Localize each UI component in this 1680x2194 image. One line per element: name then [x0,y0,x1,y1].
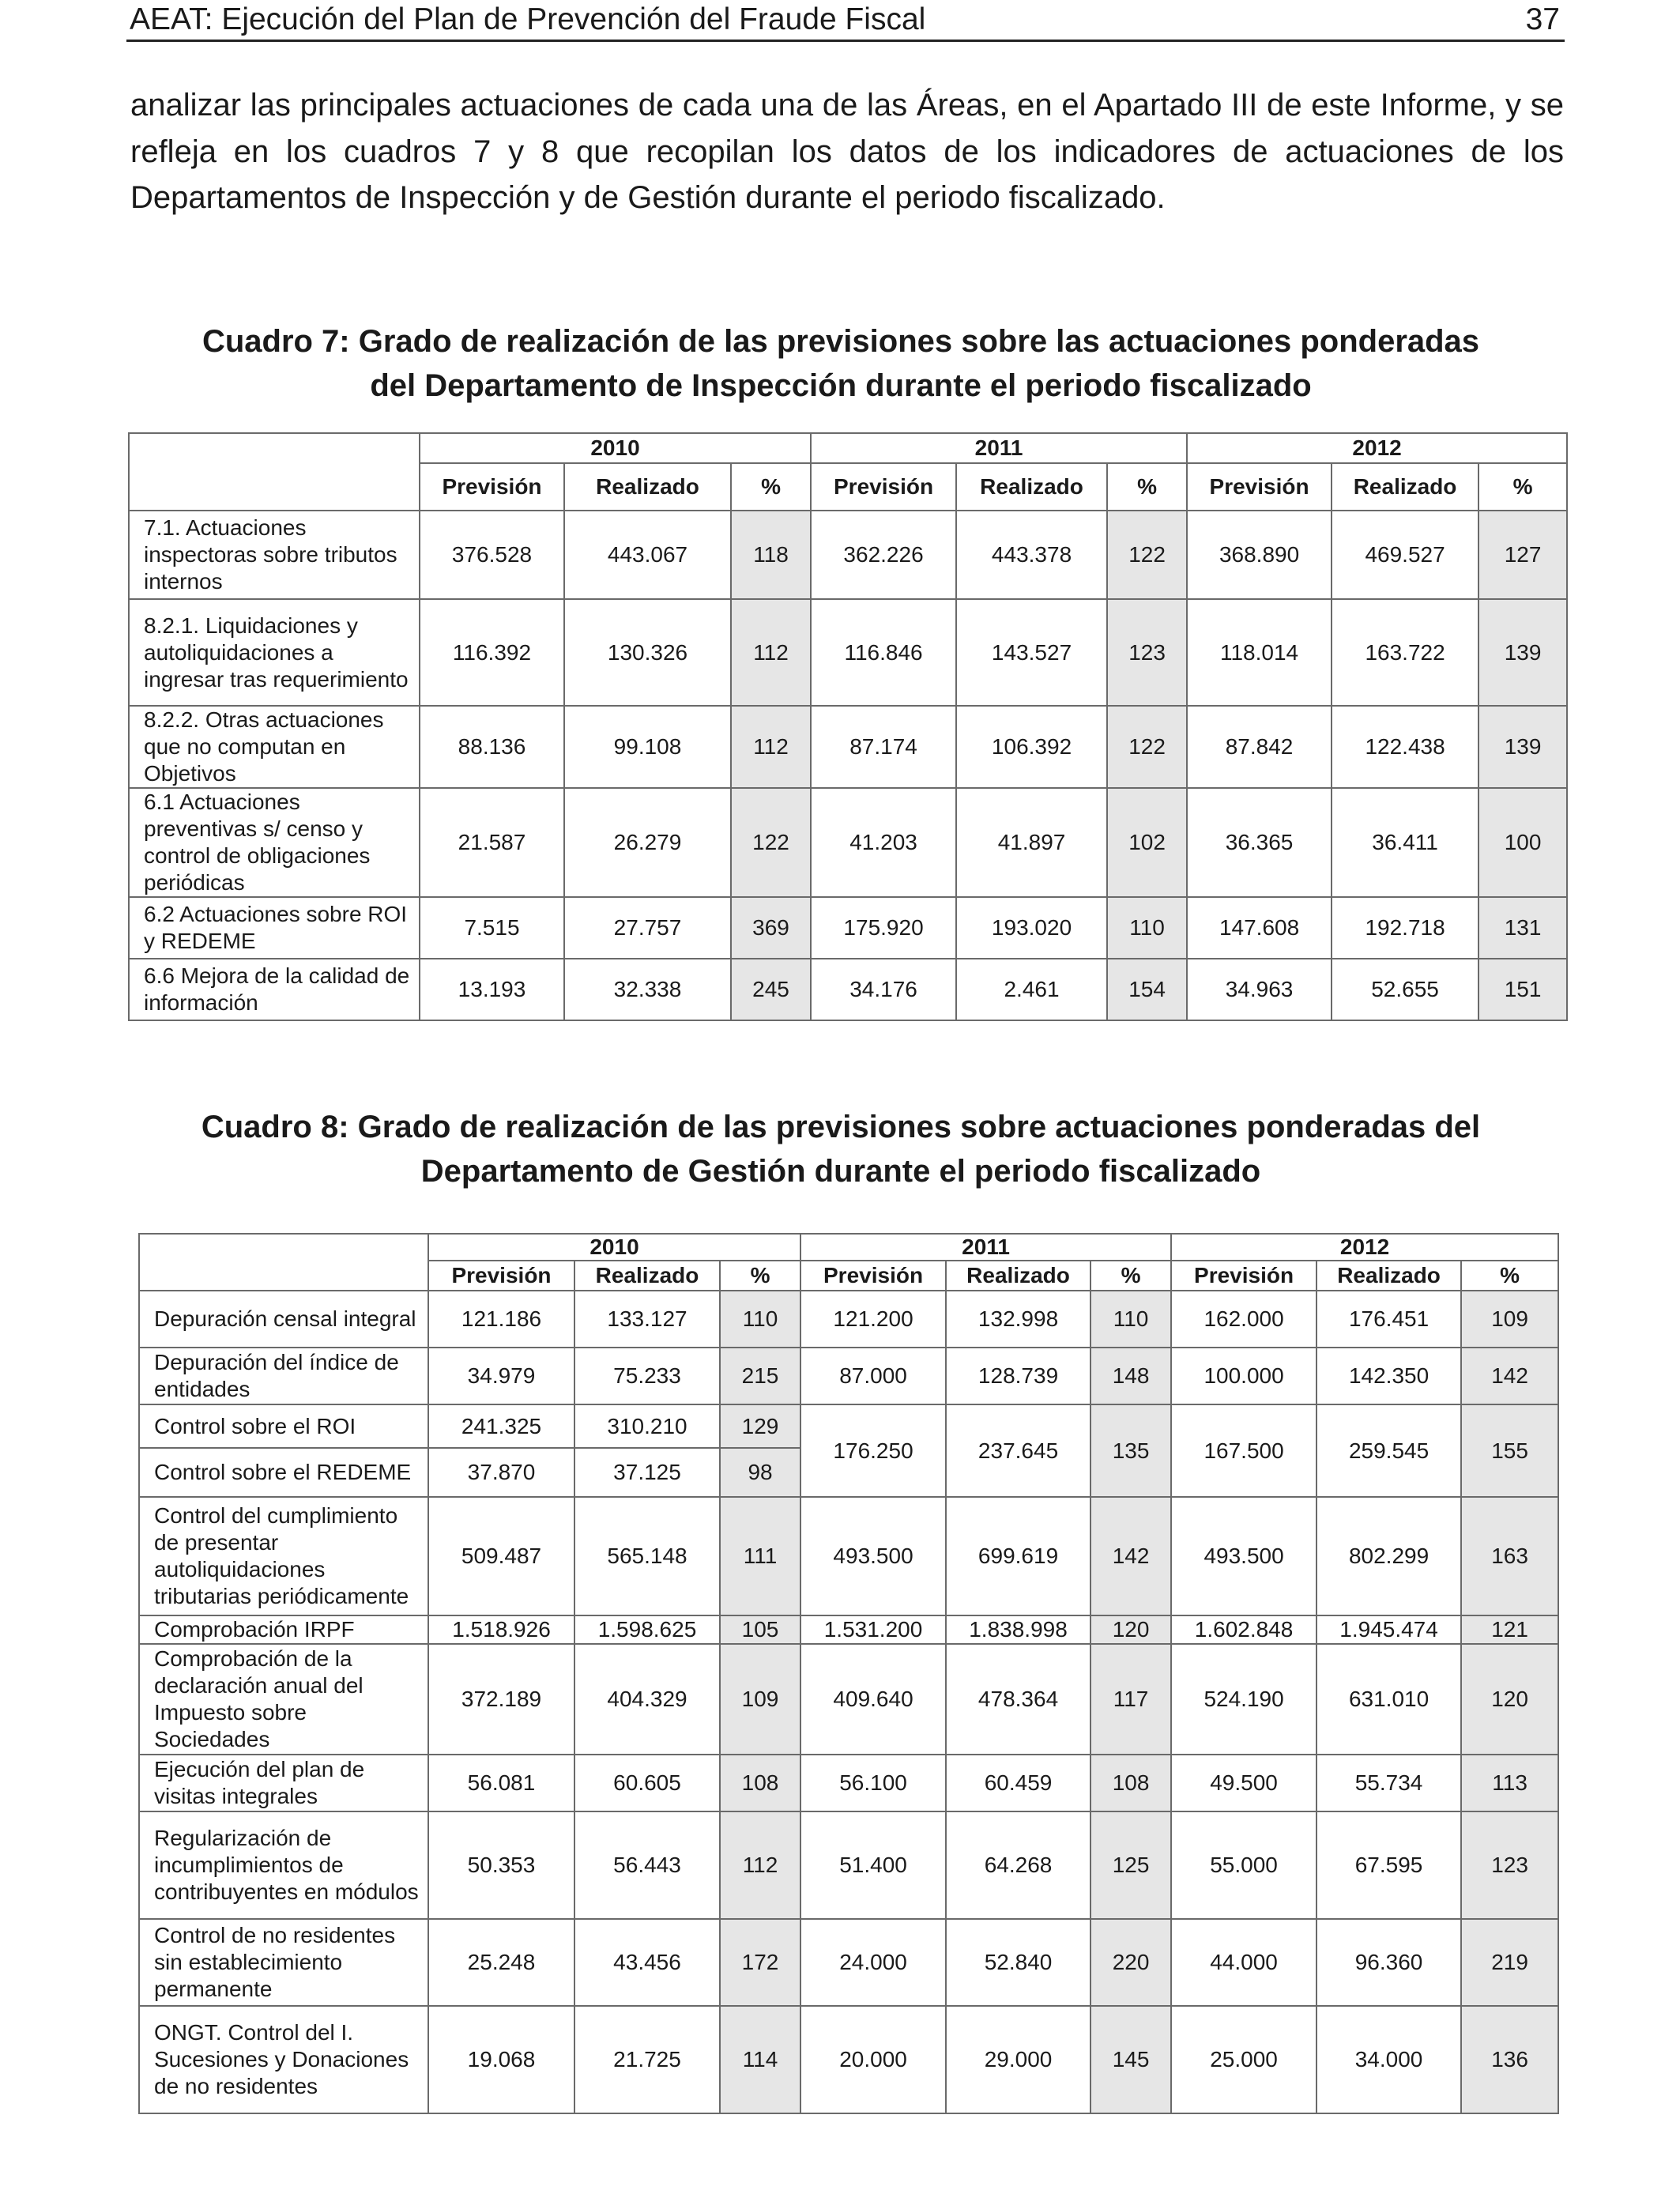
value-cell: 116.392 [420,599,564,706]
value-cell: 143.527 [956,599,1107,706]
cuadro8-table [138,1233,1559,2114]
percent-cell: 113 [1461,1755,1558,1811]
value-cell: 133.127 [574,1291,720,1348]
percent-cell: 148 [1090,1348,1171,1404]
row-label: 8.2.2. Otras actuaciones que no computan en Objetivos [129,706,420,788]
percent-cell: 98 [720,1448,800,1497]
value-cell: 19.068 [428,2006,574,2113]
value-cell: 56.100 [800,1755,946,1811]
table-row [139,2006,1558,2113]
value-cell: 1.602.848 [1171,1615,1317,1644]
cuadro8-caption [95,1105,1587,1193]
value-cell: 67.595 [1317,1811,1461,1919]
cuadro7-subheader: % [1478,463,1567,511]
table-row [139,1644,1558,1755]
value-cell: 55.734 [1317,1755,1461,1811]
value-cell: 34.963 [1187,959,1332,1020]
value-cell: 192.718 [1332,897,1478,959]
value-cell: 565.148 [574,1497,720,1615]
table-row [139,1291,1558,1348]
value-cell: 404.329 [574,1644,720,1755]
percent-cell: 118 [731,511,811,599]
table-row [129,959,1567,1020]
row-label: Control de no residentes sin establecimiento permanente [139,1919,428,2006]
percent-cell: 102 [1107,788,1187,897]
value-cell: 493.500 [1171,1497,1317,1615]
percent-cell: 131 [1478,897,1567,959]
percent-cell: 121 [1461,1615,1558,1644]
value-cell: 36.411 [1332,788,1478,897]
value-cell: 509.487 [428,1497,574,1615]
value-cell: 27.757 [564,897,731,959]
cuadro7-subheader: Realizado [1332,463,1478,511]
value-cell: 116.846 [811,599,956,706]
cuadro7-year-row [129,433,1567,463]
value-cell: 32.338 [564,959,731,1020]
percent-cell: 142 [1461,1348,1558,1404]
row-label: Comprobación IRPF [139,1615,428,1644]
value-cell: 99.108 [564,706,731,788]
running-header [126,0,1565,42]
table-row [129,897,1567,959]
value-cell: 368.890 [1187,511,1332,599]
value-cell: 87.000 [800,1348,946,1404]
table-row [139,1497,1558,1615]
value-cell: 372.189 [428,1644,574,1755]
percent-cell: 108 [720,1755,800,1811]
cuadro7-subheader: Realizado [564,463,731,511]
value-cell: 121.186 [428,1291,574,1348]
table-row [139,1348,1558,1404]
cuadro8-caption-line2: Departamento de Gestión durante el periodo fiscalizado [420,1154,1261,1189]
percent-cell: 219 [1461,1919,1558,2006]
value-cell: 1.598.625 [574,1615,720,1644]
merged-value-cell: 237.645 [946,1404,1090,1497]
value-cell: 1.945.474 [1317,1615,1461,1644]
cuadro7-table [128,432,1568,1021]
value-cell: 162.000 [1171,1291,1317,1348]
value-cell: 60.459 [946,1755,1090,1811]
percent-cell: 120 [1461,1644,1558,1755]
value-cell: 163.722 [1332,599,1478,706]
value-cell: 130.326 [564,599,731,706]
value-cell: 478.364 [946,1644,1090,1755]
value-cell: 25.000 [1171,2006,1317,2113]
percent-cell: 127 [1478,511,1567,599]
percent-cell: 123 [1461,1811,1558,1919]
percent-cell: 109 [1461,1291,1558,1348]
percent-cell: 129 [720,1404,800,1448]
value-cell: 469.527 [1332,511,1478,599]
cuadro7-corner-cell [129,433,420,511]
percent-cell: 108 [1090,1755,1171,1811]
value-cell: 310.210 [574,1404,720,1448]
value-cell: 409.640 [800,1644,946,1755]
value-cell: 122.438 [1332,706,1478,788]
row-label: Control sobre el ROI [139,1404,428,1448]
cuadro8-year: 2012 [1171,1234,1558,1261]
cuadro8-subheader: % [1090,1261,1171,1291]
value-cell: 36.365 [1187,788,1332,897]
header-title: AEAT: Ejecución del Plan de Prevención del Fraude Fiscal [130,2,926,36]
cuadro7-caption-line2: del Departamento de Inspección durante el periodo fiscalizado [370,368,1312,403]
cuadro7-caption-line1: Cuadro 7: Grado de realización de las previsiones sobre las actuaciones ponderadas [202,324,1480,359]
value-cell: 56.443 [574,1811,720,1919]
cuadro7-year: 2011 [811,433,1187,463]
percent-cell: 117 [1090,1644,1171,1755]
row-label: Comprobación de la declaración anual del Impuesto sobre Sociedades [139,1644,428,1755]
value-cell: 241.325 [428,1404,574,1448]
percent-cell: 369 [731,897,811,959]
cuadro7-year: 2010 [420,433,811,463]
merged-value-cell: 259.545 [1317,1404,1461,1497]
cuadro8-subheader: Previsión [800,1261,946,1291]
value-cell: 44.000 [1171,1919,1317,2006]
value-cell: 37.125 [574,1448,720,1497]
cuadro7-subheader: % [731,463,811,511]
percent-cell: 245 [731,959,811,1020]
percent-cell: 220 [1090,1919,1171,2006]
value-cell: 29.000 [946,2006,1090,2113]
value-cell: 128.739 [946,1348,1090,1404]
value-cell: 21.725 [574,2006,720,2113]
value-cell: 20.000 [800,2006,946,2113]
table-row [129,706,1567,788]
percent-cell: 123 [1107,599,1187,706]
percent-cell: 139 [1478,599,1567,706]
row-label: 6.1 Actuaciones preventivas s/ censo y control de obligaciones periódicas [129,788,420,897]
cuadro7-subheader: % [1107,463,1187,511]
percent-cell: 172 [720,1919,800,2006]
cuadro8-year: 2010 [428,1234,800,1261]
value-cell: 21.587 [420,788,564,897]
percent-cell: 114 [720,2006,800,2113]
value-cell: 524.190 [1171,1644,1317,1755]
value-cell: 2.461 [956,959,1107,1020]
row-label: Regularización de incumplimientos de contribuyentes en módulos [139,1811,428,1919]
percent-cell: 154 [1107,959,1187,1020]
cuadro7-caption [95,319,1587,408]
cuadro8-subheader: % [720,1261,800,1291]
row-label: 6.6 Mejora de la calidad de información [129,959,420,1020]
percent-cell: 112 [731,599,811,706]
percent-cell: 122 [1107,706,1187,788]
value-cell: 64.268 [946,1811,1090,1919]
value-cell: 87.174 [811,706,956,788]
value-cell: 26.279 [564,788,731,897]
cuadro7-body [129,511,1567,1020]
cuadro8-subheader: % [1461,1261,1558,1291]
cuadro7-subheader: Previsión [1187,463,1332,511]
value-cell: 1.518.926 [428,1615,574,1644]
value-cell: 13.193 [420,959,564,1020]
cuadro8-body [139,1291,1558,2113]
table-row [129,511,1567,599]
table-row [129,599,1567,706]
table-row [139,1404,1558,1448]
value-cell: 142.350 [1317,1348,1461,1404]
cuadro8-corner-cell [139,1234,428,1291]
value-cell: 176.451 [1317,1291,1461,1348]
row-label: Control del cumplimiento de presentar autoliquidaciones tributarias periódicamente [139,1497,428,1615]
value-cell: 443.378 [956,511,1107,599]
percent-cell: 110 [720,1291,800,1348]
row-label: ONGT. Control del I. Sucesiones y Donaciones de no residentes [139,2006,428,2113]
percent-cell: 111 [720,1497,800,1615]
value-cell: 50.353 [428,1811,574,1919]
merged-percent-cell: 155 [1461,1404,1558,1497]
percent-cell: 112 [731,706,811,788]
percent-cell: 142 [1090,1497,1171,1615]
row-label: 8.2.1. Liquidaciones y autoliquidaciones a ingresar tras requerimiento [129,599,420,706]
cuadro8-subheader: Realizado [574,1261,720,1291]
value-cell: 75.233 [574,1348,720,1404]
percent-cell: 125 [1090,1811,1171,1919]
value-cell: 43.456 [574,1919,720,2006]
percent-cell: 112 [720,1811,800,1919]
value-cell: 193.020 [956,897,1107,959]
value-cell: 175.920 [811,897,956,959]
value-cell: 52.840 [946,1919,1090,2006]
percent-cell: 100 [1478,788,1567,897]
value-cell: 96.360 [1317,1919,1461,2006]
cuadro8-caption-line1: Cuadro 8: Grado de realización de las previsiones sobre actuaciones ponderadas del [201,1110,1481,1144]
value-cell: 147.608 [1187,897,1332,959]
cuadro7-subheader: Previsión [811,463,956,511]
merged-value-cell: 167.500 [1171,1404,1317,1497]
value-cell: 493.500 [800,1497,946,1615]
table-row [139,1755,1558,1811]
value-cell: 87.842 [1187,706,1332,788]
percent-cell: 105 [720,1615,800,1644]
table-row [129,788,1567,897]
value-cell: 34.000 [1317,2006,1461,2113]
cuadro7-subheader: Previsión [420,463,564,511]
cuadro7-subheader: Realizado [956,463,1107,511]
table-row [139,1811,1558,1919]
value-cell: 362.226 [811,511,956,599]
percent-cell: 145 [1090,2006,1171,2113]
row-label: 6.2 Actuaciones sobre ROI y REDEME [129,897,420,959]
value-cell: 56.081 [428,1755,574,1811]
cuadro8-year: 2011 [800,1234,1171,1261]
value-cell: 100.000 [1171,1348,1317,1404]
value-cell: 55.000 [1171,1811,1317,1919]
table-row [139,1615,1558,1644]
cuadro8-subheader: Previsión [428,1261,574,1291]
value-cell: 52.655 [1332,959,1478,1020]
value-cell: 121.200 [800,1291,946,1348]
row-label: Control sobre el REDEME [139,1448,428,1497]
value-cell: 443.067 [564,511,731,599]
cuadro7-year: 2012 [1187,433,1567,463]
merged-value-cell: 176.250 [800,1404,946,1497]
percent-cell: 151 [1478,959,1567,1020]
percent-cell: 110 [1090,1291,1171,1348]
table-row [139,1919,1558,2006]
value-cell: 37.870 [428,1448,574,1497]
cuadro8-year-row [139,1234,1558,1261]
percent-cell: 215 [720,1348,800,1404]
value-cell: 24.000 [800,1919,946,2006]
percent-cell: 110 [1107,897,1187,959]
value-cell: 118.014 [1187,599,1332,706]
merged-percent-cell: 135 [1090,1404,1171,1497]
cuadro8-subheader: Realizado [946,1261,1090,1291]
value-cell: 699.619 [946,1497,1090,1615]
row-label: Depuración del índice de entidades [139,1348,428,1404]
value-cell: 376.528 [420,511,564,599]
percent-cell: 122 [1107,511,1187,599]
intro-paragraph: analizar las principales actuaciones de cada una de las Áreas, en el Apartado III de este Informe, y se refleja en los cuadros 7 y 8 que recopilan los datos de los indicadores de actuaciones de los Departamentos de Inspección y de Gestión durante el periodo fiscalizado. [130,88,1564,215]
value-cell: 41.203 [811,788,956,897]
percent-cell: 139 [1478,706,1567,788]
value-cell: 7.515 [420,897,564,959]
value-cell: 106.392 [956,706,1107,788]
value-cell: 802.299 [1317,1497,1461,1615]
value-cell: 88.136 [420,706,564,788]
value-cell: 25.248 [428,1919,574,2006]
percent-cell: 120 [1090,1615,1171,1644]
page-number: 37 [1525,2,1560,36]
value-cell: 34.176 [811,959,956,1020]
row-label: Depuración censal integral [139,1291,428,1348]
cuadro8-subheader: Realizado [1317,1261,1461,1291]
value-cell: 132.998 [946,1291,1090,1348]
value-cell: 51.400 [800,1811,946,1919]
row-label: 7.1. Actuaciones inspectoras sobre tributos internos [129,511,420,599]
percent-cell: 122 [731,788,811,897]
value-cell: 34.979 [428,1348,574,1404]
value-cell: 41.897 [956,788,1107,897]
row-label: Ejecución del plan de visitas integrales [139,1755,428,1811]
percent-cell: 136 [1461,2006,1558,2113]
value-cell: 1.531.200 [800,1615,946,1644]
cuadro8-subheader: Previsión [1171,1261,1317,1291]
percent-cell: 163 [1461,1497,1558,1615]
value-cell: 49.500 [1171,1755,1317,1811]
value-cell: 631.010 [1317,1644,1461,1755]
percent-cell: 109 [720,1644,800,1755]
value-cell: 60.605 [574,1755,720,1811]
value-cell: 1.838.998 [946,1615,1090,1644]
